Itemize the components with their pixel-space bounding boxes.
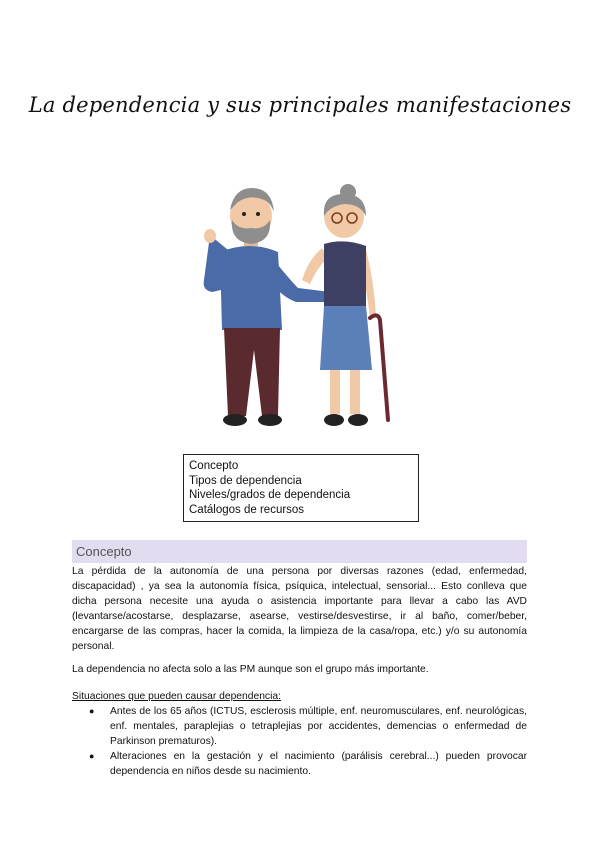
list-item-text: Alteraciones en la gestación y el nacimiento (parálisis cerebral...) pueden provocar dependencia en niños desde su nacimiento. [110, 751, 527, 777]
list-item [72, 704, 527, 749]
toc-item-niveles: Niveles/grados de dependencia [189, 489, 351, 501]
elderly-woman-figure [302, 184, 388, 426]
table-of-contents [183, 454, 419, 522]
elderly-man-figure [204, 188, 330, 426]
paragraph-note: La dependencia no afecta solo a las PM aunque son el grupo más importante. [72, 664, 429, 675]
toc-item-tipos: Tipos de dependencia [189, 474, 302, 487]
situations-list [72, 704, 527, 779]
bullet-icon: ● [89, 706, 95, 716]
list-item-text: Antes de los 65 años (ICTUS, esclerosis múltiple, enf. neuromusculares, enf. neurológicas, enf. mentales, paraplejias o tetraplejias por accidentes, demencias o enfermedad de Parkinson prematuros). [110, 706, 527, 747]
page-title: La dependencia y sus principales manifestaciones [28, 93, 572, 117]
elderly-couple-illustration [190, 180, 410, 432]
section-heading: Concepto [76, 544, 132, 559]
bullet-icon: ● [89, 751, 95, 761]
paragraph-definition: La pérdida de la autonomía de una persona por diversas razones (edad, enfermedad, discapacidad) , ya sea la autonomía física, psíquica, intelectual, sensorial... Esto conlleva que dicha persona necesite una ayuda o asistencia importante para llevar a cabo las AVD (levantarse/acostarse, desplazarse, asearse, vestirse/desvestirse, ir al baño, comer/beber, encargarse de las compras, hacer la comida, la limpieza de la casa/ropa, etc.) y/o su autonomía personal. [72, 566, 527, 652]
toc-item-catalogos: Catálogos de recursos [189, 503, 305, 516]
toc-item-concepto: Concepto [189, 460, 239, 472]
list-item [72, 749, 527, 779]
section-heading-bar [72, 540, 527, 563]
situations-subheading: Situaciones que pueden causar dependencia: [72, 691, 281, 702]
